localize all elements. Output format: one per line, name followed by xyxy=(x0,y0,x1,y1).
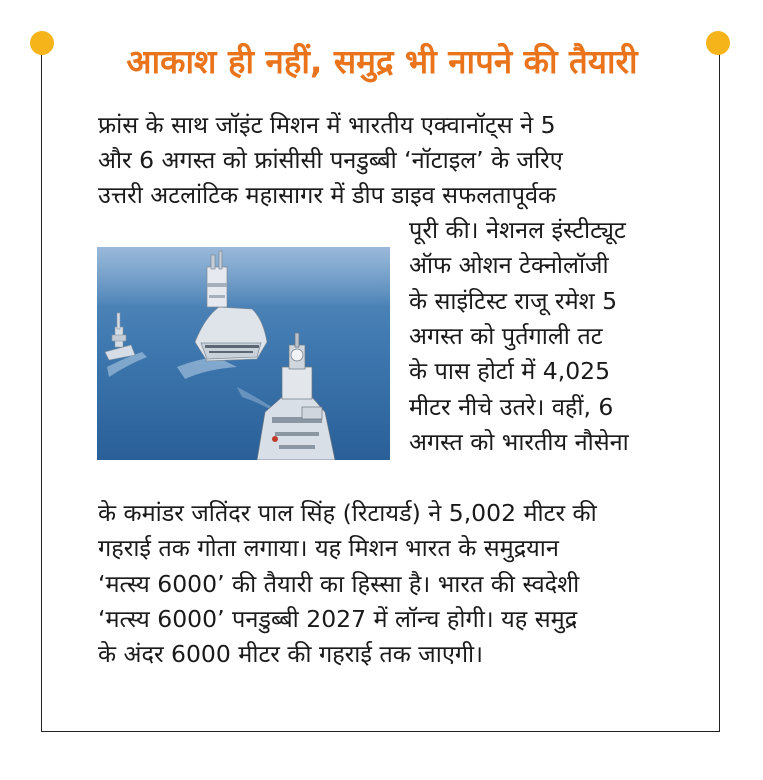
body-line: के कमांडर जतिंदर पाल सिंह (रिटायर्ड) ने 5,002 मीटर की xyxy=(98,499,597,527)
body-line: मीटर नीचे उतरे। वहीं, 6 xyxy=(409,393,614,421)
body-line: उत्तरी अटलांटिक महासागर में डीप डाइव सफलतापूर्वक xyxy=(98,181,557,209)
body-line: फ्रांस के साथ जॉइंट मिशन में भारतीय एक्वानॉट्स ने 5 xyxy=(98,111,556,139)
body-line: ‘मत्स्य 6000’ की तैयारी का हिस्सा है। भारत की स्वदेशी xyxy=(98,570,580,598)
body-line: और 6 अगस्त को फ्रांसीसी पनडुब्बी ‘नॉटाइल’ के जरिए xyxy=(98,146,563,174)
body-line: ऑफ ओशन टेक्नोलॉजी xyxy=(409,251,609,279)
body-line: ‘मत्स्य 6000’ पनडुब्बी 2027 में लॉन्च होगी। यह समुद्र xyxy=(98,605,578,633)
body-line: अगस्त को पुर्तगाली तट xyxy=(409,322,603,350)
body-line: के अंदर 6000 मीटर की गहराई तक जाएगी। xyxy=(98,640,484,668)
naval-ships-image xyxy=(97,247,390,460)
body-line: के साइंटिस्ट राजू रमेश 5 xyxy=(409,287,618,315)
body-line: अगस्त को भारतीय नौसेना xyxy=(409,428,629,456)
left-accent-dot-icon xyxy=(30,31,54,55)
body-line: के पास होर्टा में 4,025 xyxy=(409,357,611,385)
body-line: पूरी की। नेशनल इंस्टीट्यूट xyxy=(409,216,626,244)
body-line: गहराई तक गोता लगाया। यह मिशन भारत के समुद्रयान xyxy=(98,534,559,562)
article-headline: आकाश ही नहीं, समुद्र भी नापने की तैयारी xyxy=(93,36,671,88)
right-accent-dot-icon xyxy=(706,31,730,55)
